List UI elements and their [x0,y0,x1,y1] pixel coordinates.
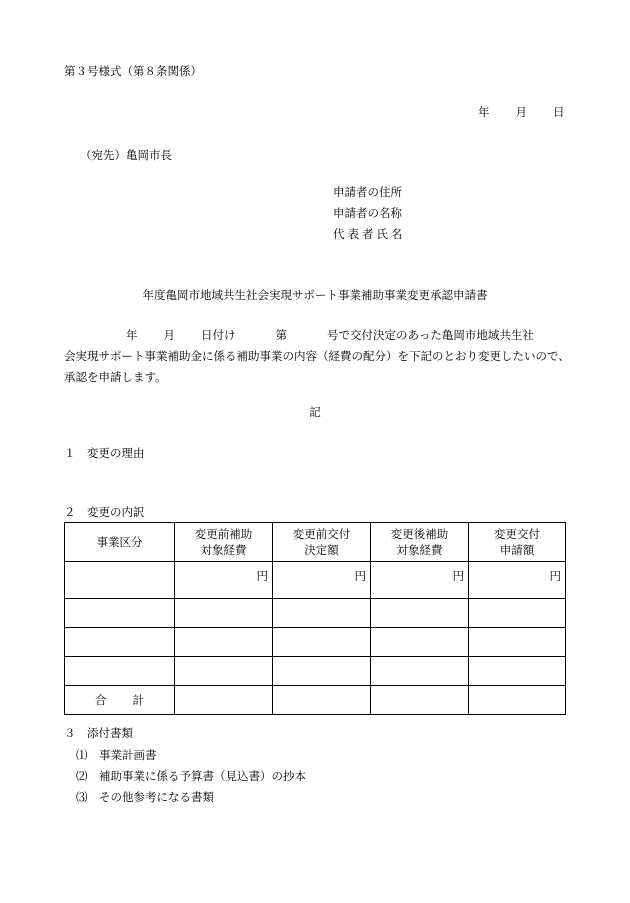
table-cell[interactable] [469,686,566,715]
table-cell[interactable] [469,657,566,686]
header-before-eligible-cost: 変更前補助 対象経費 [175,523,273,562]
table-cell[interactable] [175,686,273,715]
table-total-row [65,686,566,715]
attachment-item: ⑶ その他参考になる書類 [76,790,214,804]
section-1-heading: １ 変更の理由 [64,446,145,460]
applicant-name-label: 申請者の名称 [333,206,402,220]
table-cell-yen[interactable]: 円 [175,562,273,599]
table-cell[interactable] [371,686,469,715]
body-first-line [64,325,574,346]
table-cell[interactable] [371,599,469,628]
date-year-label: 年 [478,105,490,119]
table-cell[interactable] [273,599,371,628]
table-row [65,562,566,599]
table-cell[interactable] [273,628,371,657]
table-cell[interactable] [175,657,273,686]
table-row [65,599,566,628]
table-cell-yen[interactable]: 円 [469,562,566,599]
table-cell[interactable] [65,599,175,628]
table-cell[interactable] [65,657,175,686]
header-after-eligible-cost: 変更後補助 対象経費 [371,523,469,562]
date-day-label: 日 [553,105,565,119]
header-before-grant-amount: 変更前交付 決定額 [273,523,371,562]
table-cell-yen[interactable]: 円 [371,562,469,599]
body-paragraph [64,325,574,388]
body-number: 第 [275,328,287,342]
ki-heading: 記 [309,405,321,419]
table-cell[interactable] [469,628,566,657]
table-cell[interactable] [469,599,566,628]
table-cell[interactable] [175,628,273,657]
body-year: 年 [126,328,138,342]
header-change-request-amount: 変更交付 申請額 [469,523,566,562]
body-first-line-rest: 号で交付決定のあった亀岡市地域共生社 [327,328,534,342]
table-row [65,657,566,686]
table-cell[interactable] [371,657,469,686]
table-cell[interactable] [65,562,175,599]
addressee: （宛先）亀岡市長 [80,148,172,162]
applicant-address-label: 申請者の住所 [333,185,402,199]
document-title: 年度亀岡市地域共生社会実現サポート事業補助事業変更承認申請書 [142,288,488,302]
form-number: 第３号様式（第８条関係） [64,64,202,78]
date-month-label: 月 [515,105,527,119]
table-cell-yen[interactable]: 円 [273,562,371,599]
table-cell[interactable] [65,628,175,657]
body-rest: 会実現サポート事業補助金に係る補助事業の内容（経費の配分）を下記のとおり変更したいので、承認を申請します。 [64,349,570,384]
attachment-item: ⑴ 事業計画書 [76,748,157,762]
section-2-heading: ２ 変更の内訳 [64,505,145,519]
table-header-row [65,523,566,562]
header-business-category: 事業区分 [65,523,175,562]
date-line [478,107,565,119]
section-3-heading: ３ 添付書類 [64,726,133,740]
table-cell[interactable] [175,599,273,628]
table-cell[interactable] [273,657,371,686]
attachment-item: ⑵ 補助事業に係る予算書（見込書）の抄本 [76,769,306,783]
table-row [65,628,566,657]
body-month: 月 [163,328,175,342]
table-cell[interactable] [371,628,469,657]
breakdown-table [64,522,566,715]
table-cell[interactable] [273,686,371,715]
total-label: 合 計 [65,686,175,715]
body-date: 日付け [201,328,236,342]
representative-label: 代表者氏名 [333,227,406,241]
